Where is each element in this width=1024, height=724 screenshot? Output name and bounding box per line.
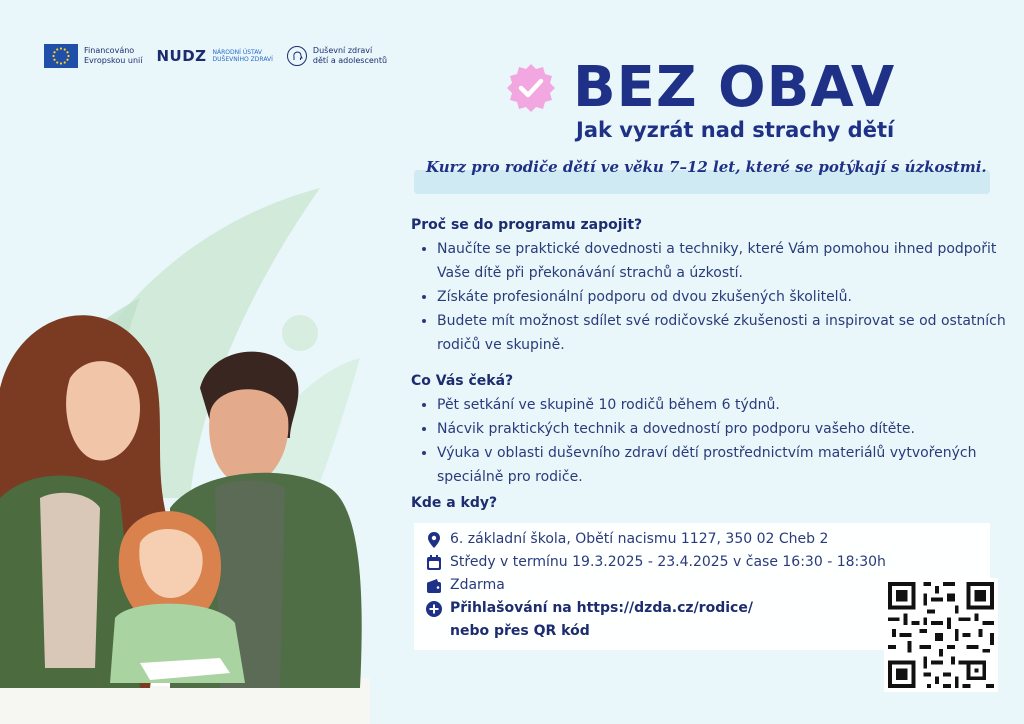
calendar-icon: [426, 555, 442, 571]
dates-text: Středy v termínu 19.3.2025 - 23.4.2025 v čase 16:30 - 18:30h: [450, 554, 886, 570]
plus-circle-icon: [426, 601, 442, 617]
logo-bar: [44, 44, 387, 68]
section-heading: Proč se do programu zapojit?: [411, 217, 643, 233]
eu-logo: [44, 44, 142, 68]
qr-code[interactable]: [884, 578, 998, 692]
head-icon: [287, 46, 307, 66]
price-text: Zdarma: [450, 577, 505, 593]
section-heading: Co Vás čeká?: [411, 373, 514, 389]
info-price: [426, 574, 886, 597]
info-dates: [426, 551, 886, 574]
eu-flag-icon: [44, 44, 78, 68]
list-item: • Budete mít možnost sdílet své rodičovské zkušenosti a inspirovat se od ostatních rodičů ve skupině.: [437, 309, 1011, 357]
list-item: • Naučíte se praktické dovednosti a techniky, které Vám pomohou ihned podpořit Vaše dítě při překonávání strachů a úzkostí.: [437, 237, 1011, 285]
section-what: [411, 373, 1011, 489]
title-row: [505, 55, 896, 120]
section-heading-where: Kde a kdy?: [411, 495, 498, 511]
tagline: Kurz pro rodiče dětí ve věku 7–12 let, které se potýkají s úzkostmi.: [426, 158, 987, 176]
family-illustration: [0, 168, 370, 724]
content: [411, 217, 1011, 515]
list-item: • Výuka v oblasti duševního zdraví dětí prostřednictvím materiálů vytvořených speciálně pro rodiče.: [437, 441, 1011, 489]
eu-logo-text: Financováno Evropskou unií: [84, 46, 143, 65]
dzda-logo: [287, 46, 387, 66]
list-item: • Získáte profesionální podporu od dvou zkušených školitelů.: [437, 285, 1011, 309]
check-badge-icon: [505, 62, 557, 114]
list-item: • Pět setkání ve skupině 10 rodičů během 6 týdnů.: [437, 393, 1011, 417]
info-list: [426, 528, 886, 643]
nudz-mark: NUDZ: [156, 47, 207, 65]
what-list: [411, 393, 1011, 489]
section-why: [411, 217, 1011, 357]
dzda-logo-text: Duševní zdraví dětí a adolescentů: [312, 46, 388, 65]
nudz-logo: [156, 47, 272, 65]
nudz-logo-text: NÁRODNÍ ÚSTAV DUŠEVNÍHO ZDRAVÍ: [212, 49, 273, 63]
info-address: [426, 528, 886, 551]
info-signup: [426, 597, 886, 620]
wallet-icon: [426, 578, 442, 594]
why-list: [411, 237, 1011, 357]
address-text: 6. základní škola, Obětí nacismu 1127, 350 02 Cheb 2: [450, 531, 829, 547]
signup-link[interactable]: Přihlašování na https://dzda.cz/rodice/: [450, 600, 753, 616]
page-title: BEZ OBAV: [573, 55, 896, 120]
page-subtitle: Jak vyzrát nad strachy dětí: [576, 118, 895, 142]
list-item: • Nácvik praktických technik a dovedností pro podporu vašeho dítěte.: [437, 417, 1011, 441]
signup-qr-text: nebo přes QR kód: [450, 623, 590, 639]
location-pin-icon: [426, 532, 442, 548]
